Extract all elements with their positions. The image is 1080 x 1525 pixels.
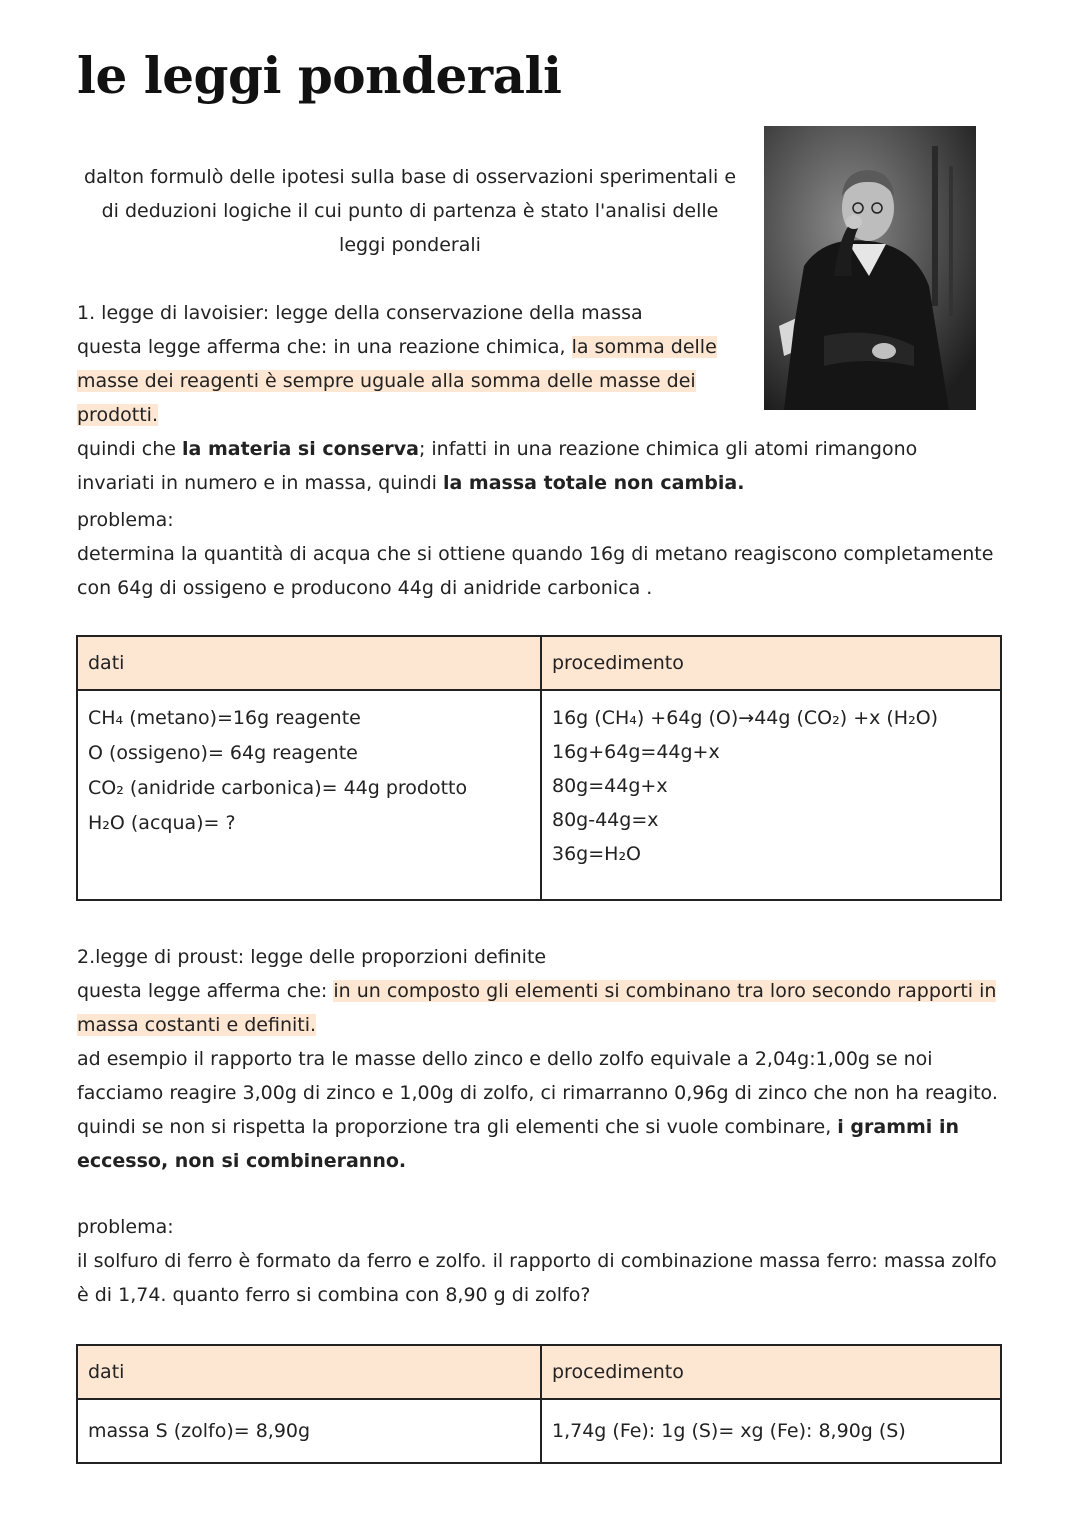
lavoisier-expl-mid: ; infatti in una reazione chimica gli atomi rimangono invariati in numero e in massa, quindi bbox=[77, 438, 918, 494]
table-1-proc-line: 16g+64g=44g+x bbox=[552, 741, 720, 763]
problem-1-text: determina la quantità di acqua che si ottiene quando 16g di metano reagiscono completamente con 64g di ossigeno e producono 44g di anidride carbonica . bbox=[77, 543, 994, 599]
lavoisier-bold-1: la materia si conserva bbox=[182, 438, 419, 460]
table-1-proc-line: 36g=H₂O bbox=[552, 843, 642, 865]
table-2 bbox=[76, 1344, 1002, 1464]
lavoisier-explanation bbox=[77, 432, 977, 500]
problem-2 bbox=[77, 1210, 1007, 1312]
lavoisier-statement bbox=[77, 330, 742, 432]
table-1-head-procedimento: procedimento bbox=[541, 636, 1001, 690]
lavoisier-expl-pre: quindi che bbox=[77, 438, 183, 460]
table-1-proc-cell bbox=[541, 690, 1001, 900]
lavoisier-bold-2: la massa totale non cambia. bbox=[442, 472, 745, 494]
proust-expl-pre: ad esempio il rapporto tra le masse dello zinco e dello zolfo equivale a 2,04g:1,00g se noi facciamo reagire 3,00g di zinco e 1,00g di zolfo, ci rimarranno 0,96g di zinco che non ha reagito. quindi se non si rispetta la proporzione tra gli elementi che si vuole combinare, bbox=[77, 1048, 998, 1138]
table-1-proc-line: 80g-44g=x bbox=[552, 809, 659, 831]
table-2-head-dati: dati bbox=[77, 1345, 541, 1399]
intro-paragraph: dalton formulò delle ipotesi sulla base di osservazioni sperimentali e di deduzioni logiche il cui punto di partenza è stato l'analisi delle leggi ponderali bbox=[83, 166, 737, 256]
table-1-head-dati: dati bbox=[77, 636, 541, 690]
table-1-dati-line: H₂O (acqua)= ? bbox=[88, 812, 236, 834]
proust-section bbox=[77, 940, 1007, 1178]
lavoisier-heading: 1. legge di lavoisier: legge della conservazione della massa bbox=[77, 302, 643, 324]
proust-statement-intro: questa legge afferma che: bbox=[77, 980, 334, 1002]
proust-highlight: in un composto gli elementi si combinano tra loro secondo rapporti in massa costanti e definiti. bbox=[77, 980, 997, 1036]
page-title: le leggi ponderali bbox=[77, 46, 562, 105]
table-1-proc-line: 80g=44g+x bbox=[552, 775, 668, 797]
table-2-dati-cell: massa S (zolfo)= 8,90g bbox=[77, 1399, 541, 1463]
table-2-proc-cell: 1,74g (Fe): 1g (S)= xg (Fe): 8,90g (S) bbox=[541, 1399, 1001, 1463]
table-1-dati-cell bbox=[77, 690, 541, 900]
problem-1 bbox=[77, 503, 1007, 605]
proust-bold: i grammi in eccesso, non si combineranno. bbox=[77, 1116, 959, 1172]
table-1-dati-line: CH₄ (metano)=16g reagente bbox=[88, 707, 361, 729]
lavoisier-statement-intro: questa legge afferma che: in una reazione chimica, bbox=[77, 336, 572, 358]
problem-1-label: problema: bbox=[77, 509, 174, 531]
lavoisier-highlight: la somma delle masse dei reagenti è sempre uguale alla somma delle masse dei prodotti. bbox=[77, 336, 717, 426]
table-1-proc-line: 16g (CH₄) +64g (O)→44g (CO₂) +x (H₂O) bbox=[552, 707, 939, 729]
table-1 bbox=[76, 635, 1002, 901]
proust-explanation bbox=[77, 1042, 1007, 1178]
table-1-dati-line: O (ossigeno)= 64g reagente bbox=[88, 742, 358, 764]
table-1-dati-line: CO₂ (anidride carbonica)= 44g prodotto bbox=[88, 777, 468, 799]
problem-2-label: problema: bbox=[77, 1216, 174, 1238]
proust-statement bbox=[77, 974, 1007, 1042]
table-2-head-procedimento: procedimento bbox=[541, 1345, 1001, 1399]
problem-2-text: il solfuro di ferro è formato da ferro e zolfo. il rapporto di combinazione massa ferro: massa zolfo è di 1,74. quanto ferro si combina con 8,90 g di zolfo? bbox=[77, 1250, 997, 1306]
proust-heading: 2.legge di proust: legge delle proporzioni definite bbox=[77, 946, 547, 968]
lavoisier-section bbox=[77, 296, 977, 500]
